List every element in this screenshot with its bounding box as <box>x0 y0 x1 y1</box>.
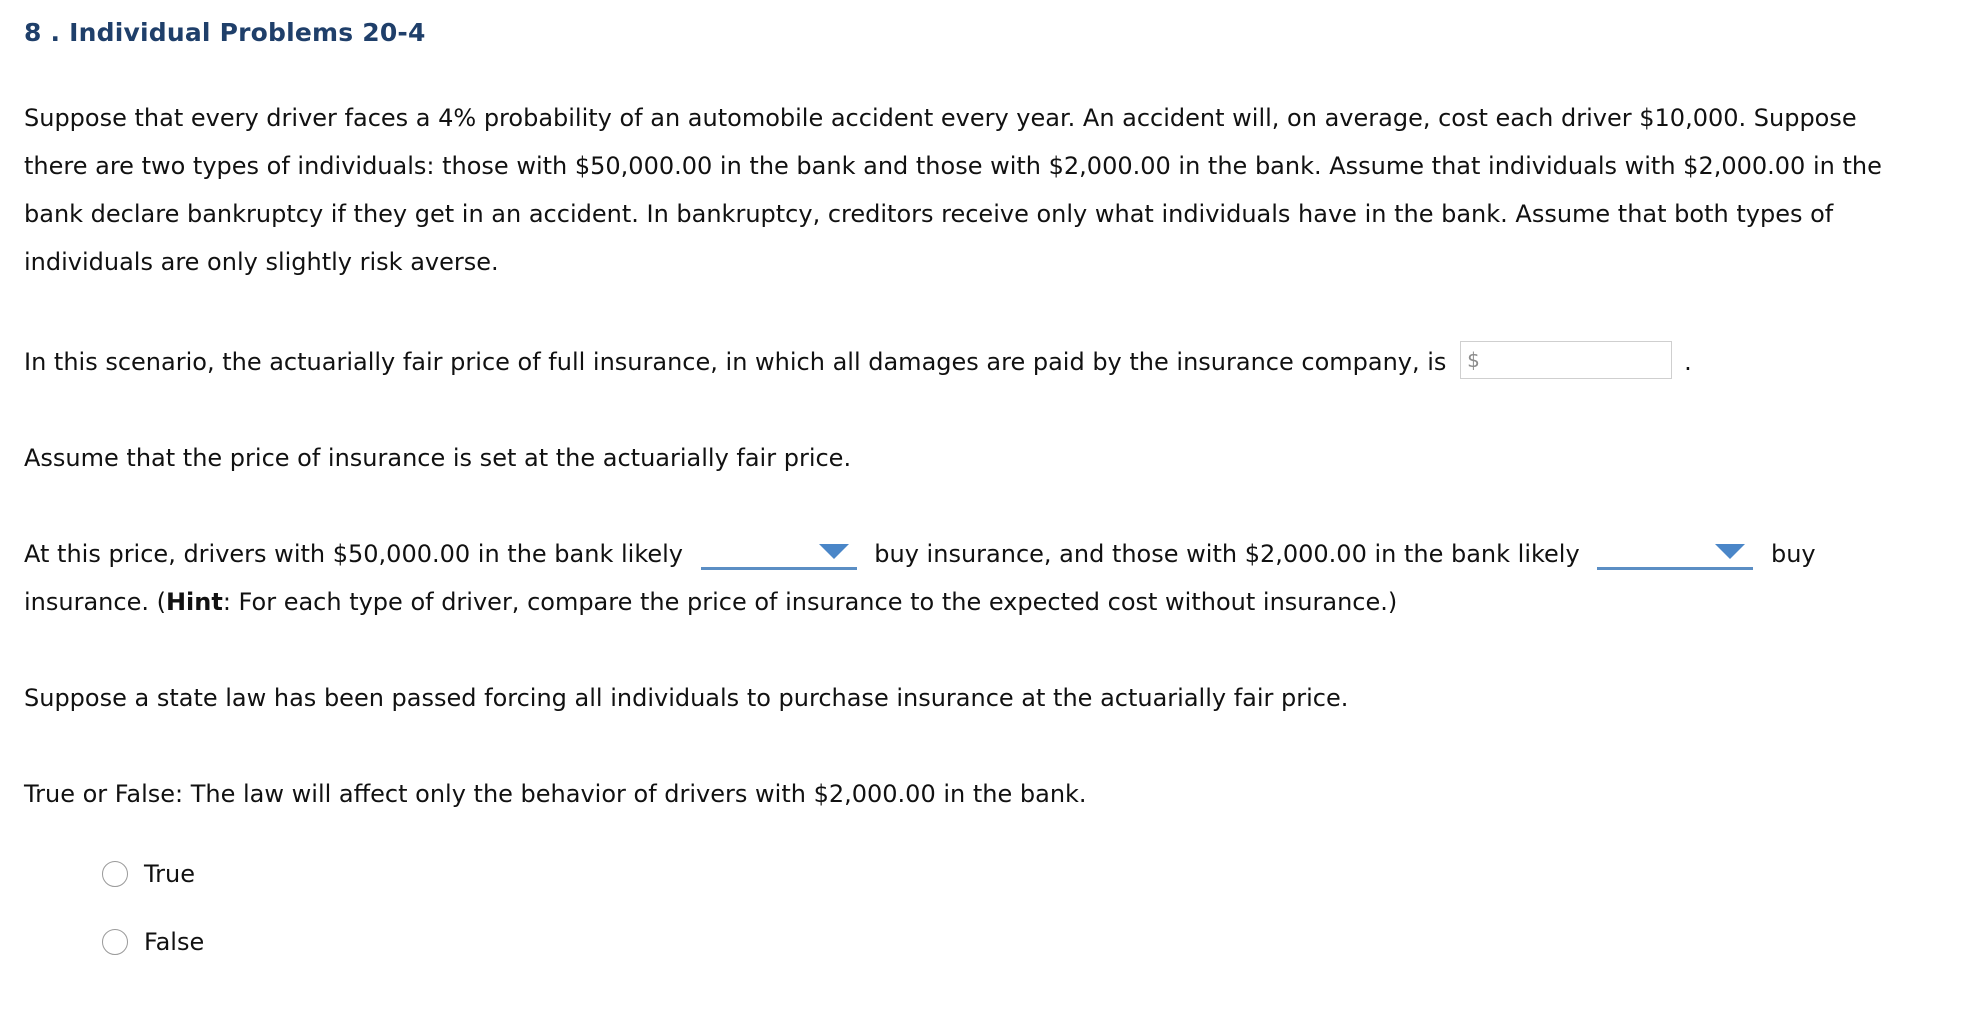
fair-price-sentence <box>24 338 1924 386</box>
fair-price-prefix: In this scenario, the actuarially fair price of full insurance, in which all damages are paid by the insurance company, is <box>24 348 1447 376</box>
hint-label: Hint <box>165 588 223 616</box>
fair-price-input[interactable] <box>1480 344 1733 376</box>
behavior-sentence <box>24 530 1924 626</box>
chevron-down-icon <box>819 544 849 559</box>
radio-button-false[interactable] <box>102 929 128 955</box>
rich-driver-dropdown[interactable] <box>701 535 857 570</box>
poor-driver-dropdown[interactable] <box>1597 535 1753 570</box>
intro-paragraph: Suppose that every driver faces a 4% probability of an automobile accident every year. An accident will, on average, cost each driver $10,000. Suppose there are two types of individuals: those with $50,000.00 in the bank and those with $2,000.00 in the bank. Assume that individuals with $2,000.00 in the bank declare bankruptcy if they get in an accident. In bankruptcy, creditors receive only what individuals have in the bank. Assume that both types of individuals are only slightly risk averse. <box>24 104 1882 276</box>
question-title: 8 . Individual Problems 20-4 <box>24 18 426 47</box>
behavior-part3: buy insurance. ( <box>24 540 1816 616</box>
radio-option-true[interactable] <box>102 860 195 888</box>
fair-price-input-box[interactable] <box>1460 341 1672 379</box>
radio-option-false[interactable] <box>102 928 204 956</box>
behavior-part2: buy insurance, and those with $2,000.00 in the bank likely <box>874 540 1580 568</box>
radio-label-false: False <box>144 928 205 956</box>
law-text: Suppose a state law has been passed forcing all individuals to purchase insurance at the actuarially fair price. <box>24 684 1349 712</box>
radio-label-true: True <box>144 860 195 888</box>
chevron-down-icon <box>1715 544 1745 559</box>
true-false-question: True or False: The law will affect only the behavior of drivers with $2,000.00 in the bank. <box>24 780 1087 808</box>
behavior-part4: : For each type of driver, compare the price of insurance to the expected cost without insurance.) <box>222 588 1398 616</box>
dollar-sign: $ <box>1467 348 1480 372</box>
behavior-part1: At this price, drivers with $50,000.00 in the bank likely <box>24 540 683 568</box>
fair-price-period: . <box>1684 348 1692 376</box>
radio-button-true[interactable] <box>102 861 128 887</box>
assumption-text: Assume that the price of insurance is set at the actuarially fair price. <box>24 444 852 472</box>
